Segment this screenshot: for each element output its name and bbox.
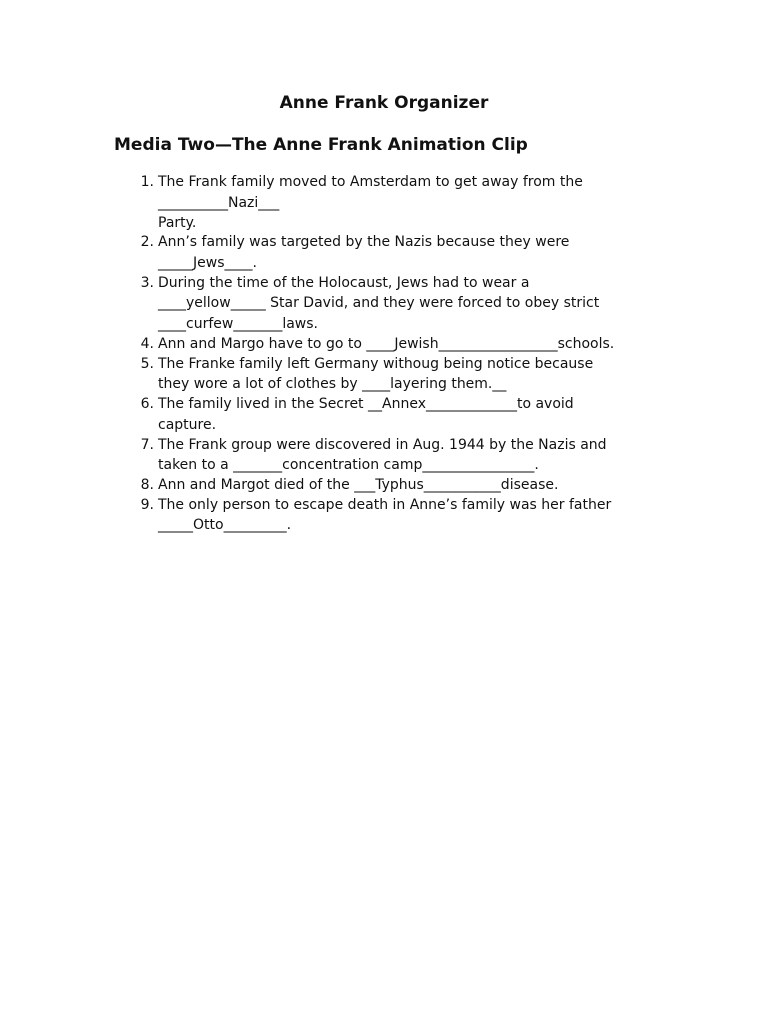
- list-item-text: The Franke family left Germany withoug being notice because: [158, 355, 594, 372]
- list-item: [140, 233, 698, 274]
- list-item: [140, 173, 698, 233]
- list-item-number: 6.: [140, 396, 154, 412]
- list-item: [140, 436, 698, 477]
- list-item: [140, 274, 698, 336]
- list-item: [140, 496, 698, 537]
- list-item-text: The Frank family moved to Amsterdam to get away from the: [158, 174, 583, 190]
- list-item-text: The Frank group were discovered in Aug. 1944 by the Nazis and: [158, 436, 607, 453]
- list-item-text: During the time of the Holocaust, Jews had to wear a: [158, 274, 530, 291]
- list-item-text: The only person to escape death in Anne’s family was her father: [158, 496, 612, 513]
- list-item-text: capture.: [158, 416, 217, 433]
- list-item: [140, 476, 698, 496]
- list-item-number: 7.: [140, 436, 154, 453]
- list-item-text: Party.: [158, 214, 197, 231]
- list-item-text: ____curfew_______laws.: [158, 316, 318, 332]
- list-item-text: taken to a _______concentration camp________________.: [158, 457, 539, 473]
- list-item-text: Ann’s family was targeted by the Nazis because they were: [158, 234, 570, 250]
- list-item-number: 9.: [140, 496, 154, 513]
- list-item-text: _____Otto_________.: [158, 517, 292, 533]
- list-item: [140, 355, 698, 396]
- list-item-number: 1.: [140, 174, 154, 190]
- list-item-number: 3.: [140, 274, 154, 291]
- page-title: Anne Frank Organizer: [279, 93, 489, 113]
- list-item-number: 2.: [140, 234, 154, 250]
- list-item-text: Ann and Margot died of the ___Typhus___________disease.: [158, 477, 559, 493]
- list-item-number: 4.: [140, 336, 154, 352]
- list-item: [140, 335, 698, 355]
- list-item-number: 8.: [140, 477, 154, 493]
- section-heading: Media Two—The Anne Frank Animation Clip: [114, 135, 528, 155]
- list-item-text: ____yellow_____ Star David, and they were forced to obey strict: [158, 295, 600, 311]
- list-item: [140, 395, 698, 436]
- list-item-text: Ann and Margo have to go to ____Jewish_________________schools.: [158, 336, 615, 352]
- list-item-text: _____Jews____.: [158, 254, 257, 271]
- list-item-text: __________Nazi___: [158, 194, 280, 211]
- list-item-text: they wore a lot of clothes by ____layering them.__: [158, 376, 507, 392]
- list-item-number: 5.: [140, 355, 154, 372]
- question-list: [140, 173, 698, 536]
- list-item-text: The family lived in the Secret __Annex_____________to avoid: [158, 396, 574, 412]
